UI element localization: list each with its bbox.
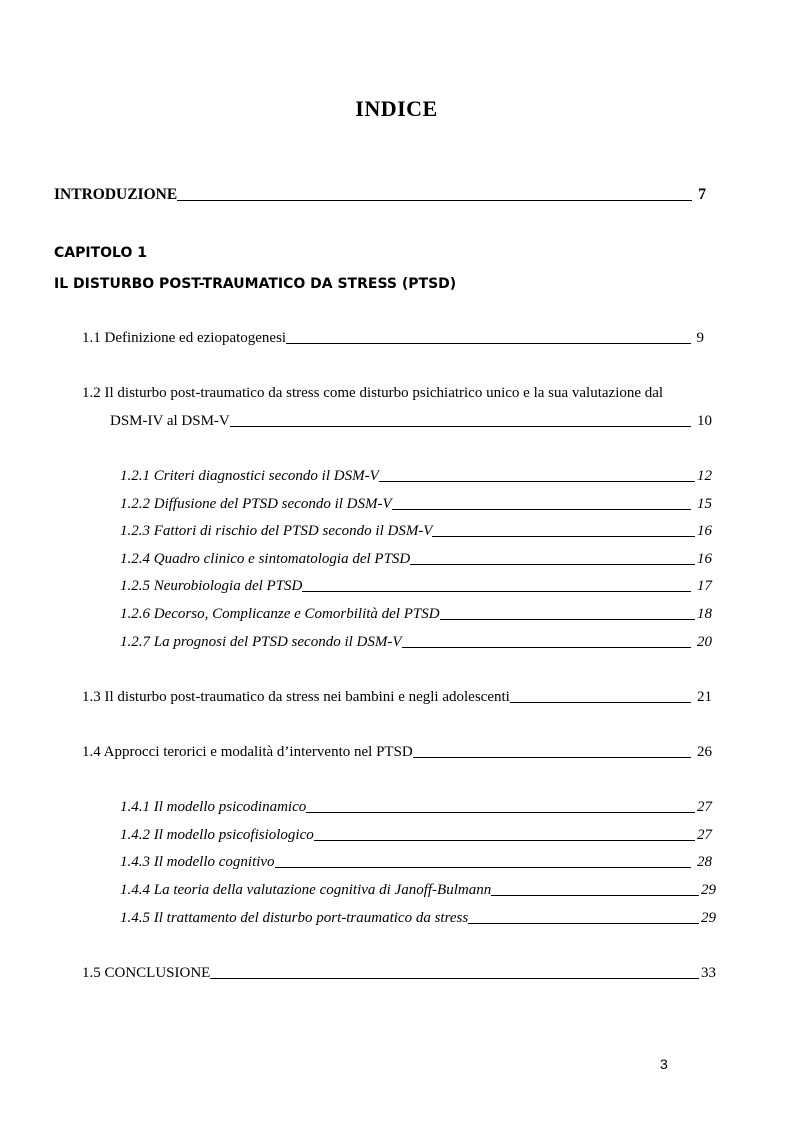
toc-entry-1-2-5[interactable] bbox=[120, 578, 712, 595]
toc-entry-page: 17 bbox=[697, 578, 712, 594]
toc-entry-1-2-label-line1[interactable]: 1.2 Il disturbo post-traumatico da stress come disturbo psichiatrico unico e la sua valutazione dal bbox=[82, 385, 664, 401]
chapter-title: IL DISTURBO POST-TRAUMATICO DA STRESS (PTSD) bbox=[54, 276, 457, 292]
toc-entry-page: 26 bbox=[697, 744, 712, 760]
toc-entry-page: 28 bbox=[697, 854, 712, 870]
toc-entry-1-2-3[interactable] bbox=[120, 523, 712, 540]
toc-entry-label: 1.4.5 Il trattamento del disturbo port-traumatico da stress bbox=[120, 910, 469, 926]
toc-leader bbox=[286, 343, 690, 344]
toc-entry-page: 29 bbox=[701, 910, 716, 926]
toc-entry-page: 29 bbox=[701, 882, 716, 898]
toc-entry-page: 21 bbox=[697, 689, 712, 705]
toc-leader bbox=[177, 200, 692, 201]
toc-entry-label: 1.4.1 Il modello psicodinamico bbox=[120, 799, 307, 815]
toc-leader bbox=[413, 757, 691, 758]
toc-leader bbox=[440, 619, 695, 620]
toc-entry-page: 18 bbox=[697, 606, 712, 622]
toc-entry-1-2-7[interactable] bbox=[120, 634, 712, 651]
toc-entry-page: 27 bbox=[697, 799, 712, 815]
toc-entry-1-5[interactable] bbox=[82, 965, 716, 982]
toc-entry-label: 1.4 Approcci terorici e modalità d’intervento nel PTSD bbox=[82, 744, 413, 760]
toc-entry-label: 1.5 CONCLUSIONE bbox=[82, 965, 211, 981]
toc-leader bbox=[392, 509, 691, 510]
toc-entry-1-4-3[interactable] bbox=[120, 854, 712, 871]
toc-leader bbox=[410, 564, 695, 565]
toc-entry-label: 1.2.3 Fattori di rischio del PTSD secondo il DSM-V bbox=[120, 523, 433, 539]
toc-entry-1-2-1[interactable] bbox=[120, 468, 712, 485]
toc-entry-1-4-1[interactable] bbox=[120, 799, 712, 816]
toc-leader bbox=[432, 536, 695, 537]
toc-entry-1-4-2[interactable] bbox=[120, 827, 712, 844]
toc-leader bbox=[379, 481, 695, 482]
toc-leader bbox=[302, 591, 691, 592]
toc-entry-page: 27 bbox=[697, 827, 712, 843]
toc-leader bbox=[230, 426, 691, 427]
toc-entry-label: 1.2.6 Decorso, Complicanze e Comorbilità del PTSD bbox=[120, 606, 440, 622]
toc-entry-label: 1.4.3 Il modello cognitivo bbox=[120, 854, 275, 870]
toc-entry-page: 12 bbox=[697, 468, 712, 484]
toc-entry-page: 7 bbox=[698, 186, 706, 203]
toc-leader bbox=[491, 895, 699, 896]
toc-entry-1-4-5[interactable] bbox=[120, 910, 716, 927]
toc-entry-label: 1.1 Definizione ed eziopatogenesi bbox=[82, 330, 287, 346]
toc-entry-label: DSM-IV al DSM-V bbox=[110, 413, 230, 429]
toc-entry-1-2[interactable] bbox=[110, 413, 712, 430]
toc-leader bbox=[306, 812, 695, 813]
toc-leader bbox=[314, 840, 695, 841]
toc-entry-label: 1.2.1 Criteri diagnostici secondo il DSM-V bbox=[120, 468, 379, 484]
toc-entry-label: INTRODUZIONE bbox=[54, 186, 178, 203]
toc-entry-label: 1.4.4 La teoria della valutazione cognitiva di Janoff-Bulmann bbox=[120, 882, 492, 898]
toc-entry-label: 1.2.4 Quadro clinico e sintomatologia del PTSD bbox=[120, 551, 411, 567]
toc-leader bbox=[468, 923, 699, 924]
toc-entry-1-4-4[interactable] bbox=[120, 882, 716, 899]
toc-entry-label: 1.3 Il disturbo post-traumatico da stress nei bambini e negli adolescenti bbox=[82, 689, 510, 705]
toc-entry-page: 16 bbox=[697, 523, 712, 539]
toc-entry-1-2-2[interactable] bbox=[120, 496, 712, 513]
toc-entry-label: 1.4.2 Il modello psicofisiologico bbox=[120, 827, 314, 843]
toc-leader bbox=[510, 702, 691, 703]
toc-entry-page: 9 bbox=[696, 330, 704, 346]
toc-entry-introduzione[interactable] bbox=[54, 186, 706, 204]
toc-entry-label: 1.2.5 Neurobiologia del PTSD bbox=[120, 578, 303, 594]
toc-leader bbox=[275, 867, 691, 868]
toc-entry-1-1[interactable] bbox=[82, 330, 704, 347]
toc-entry-label: 1.2.2 Diffusione del PTSD secondo il DSM-V bbox=[120, 496, 392, 512]
toc-leader bbox=[210, 978, 699, 979]
toc-entry-1-4[interactable] bbox=[82, 744, 712, 761]
toc-entry-label: 1.2.7 La prognosi del PTSD secondo il DSM-V bbox=[120, 634, 402, 650]
toc-entry-1-3[interactable] bbox=[82, 689, 712, 706]
toc-entry-page: 16 bbox=[697, 551, 712, 567]
toc-entry-1-2-6[interactable] bbox=[120, 606, 712, 623]
toc-entry-1-2-4[interactable] bbox=[120, 551, 712, 568]
toc-entry-page: 10 bbox=[697, 413, 712, 429]
page-number: 3 bbox=[660, 1056, 668, 1072]
toc-entry-page: 33 bbox=[701, 965, 716, 981]
toc-entry-page: 20 bbox=[697, 634, 712, 650]
chapter-number: CAPITOLO 1 bbox=[54, 245, 147, 261]
page-title: INDICE bbox=[355, 96, 438, 121]
toc-leader bbox=[402, 647, 691, 648]
toc-entry-page: 15 bbox=[697, 496, 712, 512]
